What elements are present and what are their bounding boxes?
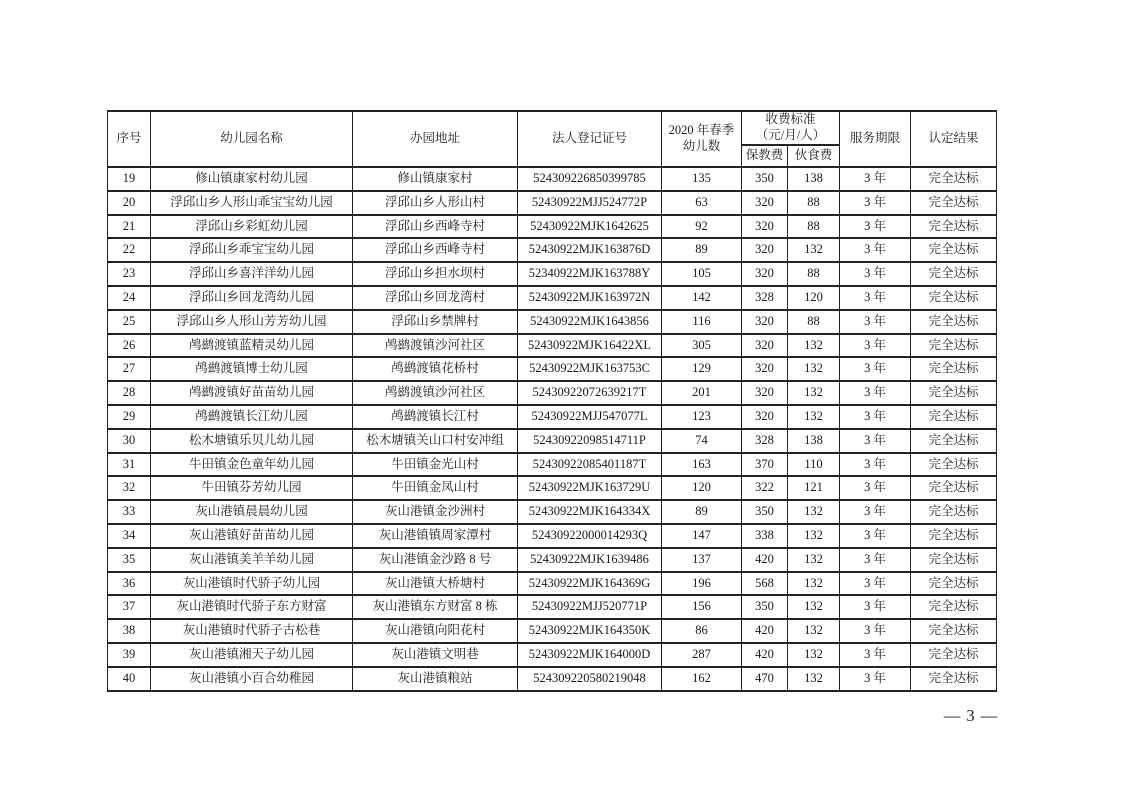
table-row [108,619,997,643]
cell-children-count: 147 [662,524,742,548]
table-row [108,548,997,572]
cell-registration-number: 52430922MJK16422XL [518,334,662,358]
cell-registration-number: 52430922MJK164334X [518,500,662,524]
cell-meal-fee: 132 [788,572,840,596]
cell-no: 34 [108,524,151,548]
page-number: — 3 — [943,706,999,725]
cell-registration-number: 52340922MJK163788Y [518,262,662,286]
cell-tuition-fee: 350 [742,500,788,524]
table-row [108,357,997,381]
cell-children-count: 201 [662,381,742,405]
cell-address: 牛田镇金凤山村 [353,476,518,500]
cell-kindergarten-name: 牛田镇金色童年幼儿园 [151,453,353,477]
cell-meal-fee: 138 [788,167,840,191]
cell-service-period: 3 年 [840,215,911,239]
cell-address: 浮邱山乡禁牌村 [353,310,518,334]
cell-kindergarten-name: 灰山港镇美羊羊幼儿园 [151,548,353,572]
cell-no: 36 [108,572,151,596]
table-row [108,238,997,262]
cell-children-count: 120 [662,476,742,500]
table-row [108,191,997,215]
cell-children-count: 74 [662,429,742,453]
cell-meal-fee: 132 [788,524,840,548]
cell-tuition-fee: 328 [742,429,788,453]
cell-meal-fee: 132 [788,548,840,572]
cell-registration-number: 52430922MJK1639486 [518,548,662,572]
cell-service-period: 3 年 [840,619,911,643]
cell-tuition-fee: 320 [742,238,788,262]
cell-no: 28 [108,381,151,405]
cell-no: 24 [108,286,151,310]
table-row [108,215,997,239]
cell-result: 完全达标 [911,619,997,643]
header-fee-line1: 收费标准 [765,112,816,127]
cell-kindergarten-name: 灰山港镇时代骄子东方财富 [151,595,353,619]
cell-children-count: 92 [662,215,742,239]
cell-tuition-fee: 338 [742,524,788,548]
table-body [108,167,997,691]
cell-service-period: 3 年 [840,238,911,262]
cell-meal-fee: 132 [788,500,840,524]
cell-service-period: 3 年 [840,572,911,596]
cell-no: 37 [108,595,151,619]
cell-tuition-fee: 320 [742,357,788,381]
cell-no: 21 [108,215,151,239]
cell-result: 完全达标 [911,381,997,405]
cell-tuition-fee: 320 [742,405,788,429]
cell-registration-number: 524309220580219048 [518,667,662,691]
header-service: 服务期限 [840,111,911,167]
table-row [108,667,997,691]
cell-tuition-fee: 320 [742,191,788,215]
cell-no: 29 [108,405,151,429]
cell-no: 22 [108,238,151,262]
cell-service-period: 3 年 [840,262,911,286]
cell-kindergarten-name: 鸬鹚渡镇好苗苗幼儿园 [151,381,353,405]
cell-meal-fee: 110 [788,453,840,477]
cell-tuition-fee: 420 [742,548,788,572]
cell-address: 灰山港镇大桥塘村 [353,572,518,596]
cell-registration-number: 52430922MJJ520771P [518,595,662,619]
cell-kindergarten-name: 浮邱山乡回龙湾幼儿园 [151,286,353,310]
cell-children-count: 156 [662,595,742,619]
cell-service-period: 3 年 [840,524,911,548]
cell-result: 完全达标 [911,238,997,262]
cell-no: 31 [108,453,151,477]
table-row [108,167,997,191]
cell-address: 牛田镇金光山村 [353,453,518,477]
table-row [108,405,997,429]
table-row [108,286,997,310]
header-name: 幼儿园名称 [151,111,353,167]
header-address: 办园地址 [353,111,518,167]
cell-registration-number: 52430922072639217T [518,381,662,405]
cell-result: 完全达标 [911,643,997,667]
cell-registration-number: 52430922MJK163729U [518,476,662,500]
table-row [108,429,997,453]
header-fee-tuition: 保教费 [742,145,788,167]
table-row [108,643,997,667]
cell-service-period: 3 年 [840,643,911,667]
cell-children-count: 135 [662,167,742,191]
cell-result: 完全达标 [911,191,997,215]
cell-no: 27 [108,357,151,381]
header-reg: 法人登记证号 [518,111,662,167]
header-children [662,111,742,167]
cell-result: 完全达标 [911,334,997,358]
cell-service-period: 3 年 [840,667,911,691]
cell-no: 25 [108,310,151,334]
cell-kindergarten-name: 灰山港镇小百合幼稚园 [151,667,353,691]
cell-kindergarten-name: 修山镇康家村幼儿园 [151,167,353,191]
cell-result: 完全达标 [911,595,997,619]
cell-registration-number: 52430922000014293Q [518,524,662,548]
cell-service-period: 3 年 [840,334,911,358]
cell-no: 26 [108,334,151,358]
cell-children-count: 116 [662,310,742,334]
header-children-line1: 2020 年春季 [668,123,735,138]
cell-tuition-fee: 322 [742,476,788,500]
cell-children-count: 89 [662,500,742,524]
table-row [108,453,997,477]
cell-result: 完全达标 [911,357,997,381]
cell-kindergarten-name: 灰山港镇好苗苗幼儿园 [151,524,353,548]
cell-service-period: 3 年 [840,167,911,191]
cell-registration-number: 52430922MJJ547077L [518,405,662,429]
cell-children-count: 287 [662,643,742,667]
cell-meal-fee: 132 [788,334,840,358]
cell-address: 松木塘镇关山口村安冲组 [353,429,518,453]
cell-kindergarten-name: 松木塘镇乐贝儿幼儿园 [151,429,353,453]
cell-meal-fee: 88 [788,262,840,286]
cell-address: 鸬鹚渡镇沙河社区 [353,381,518,405]
cell-service-period: 3 年 [840,429,911,453]
cell-kindergarten-name: 鸬鹚渡镇蓝精灵幼儿园 [151,334,353,358]
cell-service-period: 3 年 [840,548,911,572]
cell-children-count: 196 [662,572,742,596]
cell-kindergarten-name: 灰山港镇晨晨幼儿园 [151,500,353,524]
cell-result: 完全达标 [911,476,997,500]
cell-no: 20 [108,191,151,215]
cell-no: 32 [108,476,151,500]
cell-kindergarten-name: 灰山港镇湘天子幼儿园 [151,643,353,667]
cell-kindergarten-name: 鸬鹚渡镇博士幼儿园 [151,357,353,381]
cell-address: 灰山港镇东方财富 8 栋 [353,595,518,619]
header-fee-line2: （元/月/人） [755,128,826,142]
cell-address: 鸬鹚渡镇长江村 [353,405,518,429]
cell-tuition-fee: 320 [742,215,788,239]
cell-no: 38 [108,619,151,643]
cell-result: 完全达标 [911,524,997,548]
cell-kindergarten-name: 浮邱山乡彩虹幼儿园 [151,215,353,239]
cell-registration-number: 524309226850399785 [518,167,662,191]
cell-registration-number: 52430922MJJ524772P [518,191,662,215]
cell-address: 灰山港镇向阳花村 [353,619,518,643]
cell-no: 30 [108,429,151,453]
table-header [108,111,997,167]
cell-children-count: 142 [662,286,742,310]
cell-address: 浮邱山乡西峰寺村 [353,238,518,262]
cell-tuition-fee: 328 [742,286,788,310]
cell-registration-number: 52430922MJK1642625 [518,215,662,239]
cell-result: 完全达标 [911,286,997,310]
header-children-line2: 幼儿数 [682,139,721,153]
cell-result: 完全达标 [911,453,997,477]
cell-meal-fee: 88 [788,215,840,239]
cell-tuition-fee: 420 [742,643,788,667]
cell-address: 浮邱山乡西峰寺村 [353,215,518,239]
cell-children-count: 123 [662,405,742,429]
cell-address: 鸬鹚渡镇花桥村 [353,357,518,381]
cell-children-count: 162 [662,667,742,691]
cell-service-period: 3 年 [840,453,911,477]
cell-registration-number: 52430922MJK1643856 [518,310,662,334]
cell-service-period: 3 年 [840,310,911,334]
cell-no: 39 [108,643,151,667]
cell-meal-fee: 121 [788,476,840,500]
table-row [108,262,997,286]
cell-service-period: 3 年 [840,286,911,310]
cell-address: 灰山港镇文明巷 [353,643,518,667]
cell-meal-fee: 132 [788,667,840,691]
cell-meal-fee: 132 [788,595,840,619]
cell-result: 完全达标 [911,405,997,429]
cell-no: 23 [108,262,151,286]
table-row [108,334,997,358]
cell-service-period: 3 年 [840,357,911,381]
cell-tuition-fee: 350 [742,167,788,191]
cell-children-count: 63 [662,191,742,215]
cell-address: 浮邱山乡人形山村 [353,191,518,215]
cell-kindergarten-name: 牛田镇芬芳幼儿园 [151,476,353,500]
cell-tuition-fee: 568 [742,572,788,596]
header-result: 认定结果 [911,111,997,167]
cell-registration-number: 52430922085401187T [518,453,662,477]
table-row [108,381,997,405]
cell-result: 完全达标 [911,500,997,524]
cell-service-period: 3 年 [840,500,911,524]
cell-result: 完全达标 [911,310,997,334]
cell-registration-number: 52430922MJK163876D [518,238,662,262]
cell-registration-number: 52430922098514711P [518,429,662,453]
cell-meal-fee: 132 [788,619,840,643]
cell-tuition-fee: 350 [742,595,788,619]
cell-result: 完全达标 [911,262,997,286]
cell-address: 浮邱山乡回龙湾村 [353,286,518,310]
cell-meal-fee: 132 [788,357,840,381]
cell-registration-number: 52430922MJK164000D [518,643,662,667]
cell-meal-fee: 132 [788,643,840,667]
header-fee-group [742,111,840,145]
cell-no: 33 [108,500,151,524]
cell-kindergarten-name: 鸬鹚渡镇长江幼儿园 [151,405,353,429]
cell-service-period: 3 年 [840,381,911,405]
cell-kindergarten-name: 灰山港镇时代骄子幼儿园 [151,572,353,596]
cell-registration-number: 52430922MJK164350K [518,619,662,643]
cell-children-count: 129 [662,357,742,381]
cell-no: 35 [108,548,151,572]
cell-address: 鸬鹚渡镇沙河社区 [353,334,518,358]
cell-children-count: 105 [662,262,742,286]
cell-meal-fee: 132 [788,405,840,429]
cell-address: 灰山港镇金沙路 8 号 [353,548,518,572]
cell-result: 完全达标 [911,215,997,239]
cell-tuition-fee: 470 [742,667,788,691]
cell-meal-fee: 120 [788,286,840,310]
cell-tuition-fee: 320 [742,262,788,286]
cell-address: 灰山港镇金沙洲村 [353,500,518,524]
cell-children-count: 163 [662,453,742,477]
cell-children-count: 137 [662,548,742,572]
cell-result: 完全达标 [911,429,997,453]
header-no: 序号 [108,111,151,167]
cell-kindergarten-name: 浮邱山乡人形山乖宝宝幼儿园 [151,191,353,215]
kindergarten-table [107,110,997,692]
cell-kindergarten-name: 浮邱山乡人形山芳芳幼儿园 [151,310,353,334]
header-fee-meal: 伙食费 [788,145,840,167]
cell-service-period: 3 年 [840,405,911,429]
table-row [108,500,997,524]
cell-tuition-fee: 320 [742,381,788,405]
cell-registration-number: 52430922MJK163753C [518,357,662,381]
cell-registration-number: 52430922MJK164369G [518,572,662,596]
cell-kindergarten-name: 灰山港镇时代骄子古松巷 [151,619,353,643]
cell-address: 修山镇康家村 [353,167,518,191]
table-row [108,476,997,500]
cell-children-count: 305 [662,334,742,358]
table-row [108,310,997,334]
cell-result: 完全达标 [911,548,997,572]
cell-result: 完全达标 [911,167,997,191]
cell-service-period: 3 年 [840,595,911,619]
cell-meal-fee: 88 [788,310,840,334]
cell-no: 19 [108,167,151,191]
cell-registration-number: 52430922MJK163972N [518,286,662,310]
cell-tuition-fee: 320 [742,310,788,334]
cell-children-count: 86 [662,619,742,643]
cell-kindergarten-name: 浮邱山乡喜洋洋幼儿园 [151,262,353,286]
table-row [108,595,997,619]
cell-address: 灰山港镇镇周家潭村 [353,524,518,548]
cell-tuition-fee: 320 [742,334,788,358]
cell-service-period: 3 年 [840,476,911,500]
cell-result: 完全达标 [911,667,997,691]
cell-children-count: 89 [662,238,742,262]
cell-meal-fee: 132 [788,381,840,405]
cell-service-period: 3 年 [840,191,911,215]
cell-no: 40 [108,667,151,691]
cell-meal-fee: 132 [788,238,840,262]
cell-address: 灰山港镇粮站 [353,667,518,691]
cell-tuition-fee: 420 [742,619,788,643]
table-row [108,524,997,548]
cell-tuition-fee: 370 [742,453,788,477]
cell-meal-fee: 88 [788,191,840,215]
cell-address: 浮邱山乡担水坝村 [353,262,518,286]
table-row [108,572,997,596]
cell-result: 完全达标 [911,572,997,596]
cell-kindergarten-name: 浮邱山乡乖宝宝幼儿园 [151,238,353,262]
cell-meal-fee: 138 [788,429,840,453]
